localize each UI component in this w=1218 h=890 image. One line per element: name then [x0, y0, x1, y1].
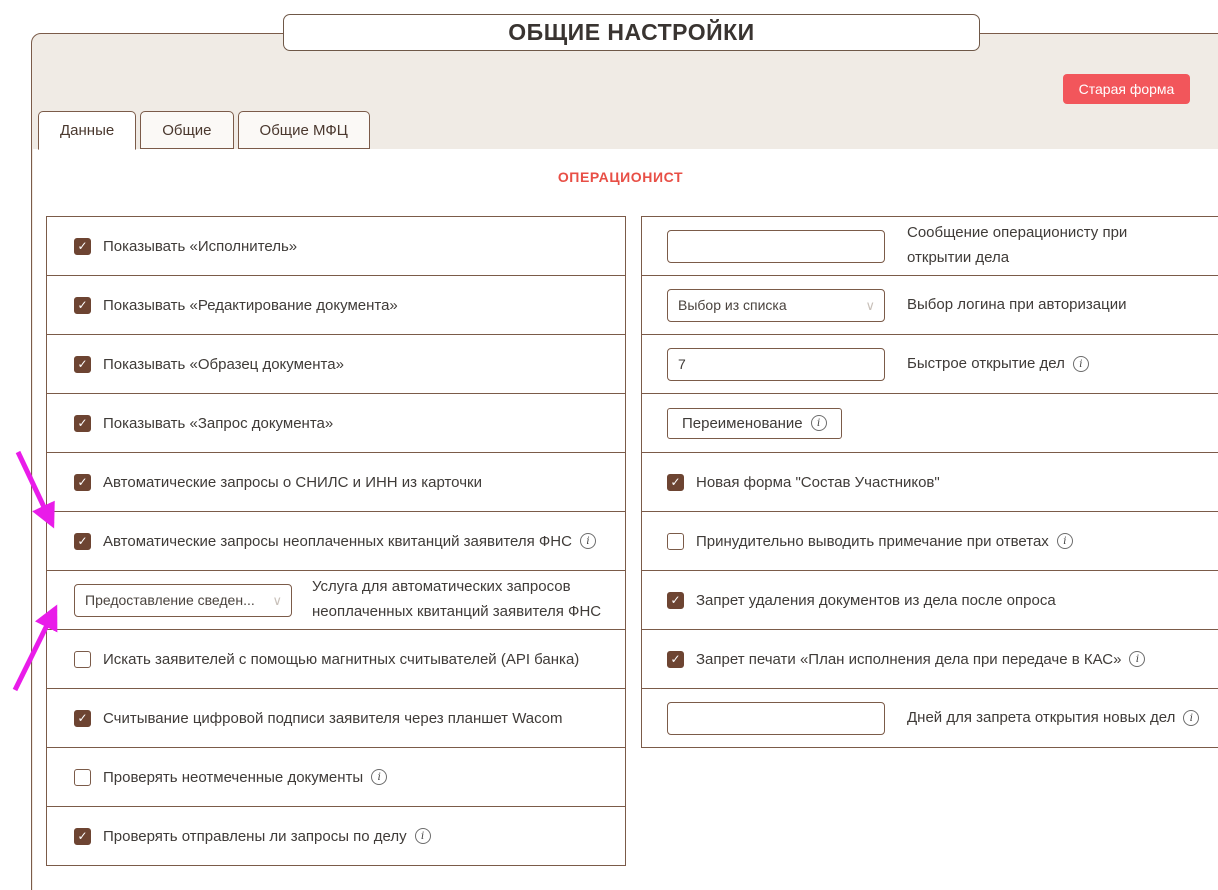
settings-row	[46, 688, 626, 748]
settings-row	[46, 806, 626, 866]
old-form-button[interactable]: Старая форма	[1063, 74, 1190, 104]
checkbox[interactable]: ✓	[667, 592, 684, 609]
checkbox[interactable]: ✓	[667, 651, 684, 668]
info-icon[interactable]: i	[415, 828, 431, 844]
tab-general-mfc[interactable]: Общие МФЦ	[238, 111, 370, 149]
fns-service-select[interactable]	[74, 584, 292, 617]
settings-panel	[31, 33, 1218, 890]
checkbox-label: Запрет удаления документов из дела после опроса	[696, 591, 1056, 609]
settings-row	[641, 393, 1218, 453]
checkbox-label: Считывание цифровой подписи заявителя через планшет Wacom	[103, 709, 563, 727]
checkbox-label: Проверять отправлены ли запросы по делу	[103, 827, 407, 845]
checkbox-label: Показывать «Образец документа»	[103, 355, 344, 373]
checkbox[interactable]: ✓	[74, 297, 91, 314]
info-icon[interactable]: i	[1183, 710, 1199, 726]
settings-row	[46, 393, 626, 453]
settings-row	[641, 511, 1218, 571]
section-heading: ОПЕРАЦИОНИСТ	[557, 169, 684, 185]
info-icon[interactable]: i	[1057, 533, 1073, 549]
field-label-wrap	[907, 293, 1126, 318]
checkbox[interactable]: ✓	[74, 828, 91, 845]
settings-row	[641, 629, 1218, 689]
button-label: Переименование	[682, 414, 803, 432]
checkbox[interactable]: ✓	[74, 533, 91, 550]
settings-row	[641, 688, 1218, 748]
settings-row	[46, 452, 626, 512]
rename-button[interactable]	[667, 408, 842, 439]
checkbox[interactable]: ✓	[74, 238, 91, 255]
tab-general[interactable]: Общие	[140, 111, 233, 149]
settings-row	[641, 570, 1218, 630]
checkbox-label: Искать заявителей с помощью магнитных считывателей (API банка)	[103, 650, 580, 668]
left-settings-column	[46, 216, 626, 866]
tab-bar	[38, 111, 370, 150]
settings-row	[641, 334, 1218, 394]
checkbox-label: Автоматические запросы неоплаченных квитанций заявителя ФНС	[103, 532, 572, 550]
checkbox[interactable]	[667, 533, 684, 550]
settings-row	[46, 511, 626, 571]
field-label: Дней для запрета открытия новых дел	[907, 708, 1176, 726]
checkbox[interactable]: ✓	[74, 415, 91, 432]
field-label: Выбор логина при авторизации	[907, 295, 1127, 313]
chevron-down-icon: ∨	[865, 297, 875, 313]
checkbox-label: Показывать «Редактирование документа»	[103, 296, 398, 314]
field-label-wrap	[312, 575, 625, 625]
field-label: Быстрое открытие дел	[907, 354, 1065, 372]
select-value: Предоставление сведен...	[85, 592, 255, 608]
checkbox-label: Запрет печати «План исполнения дела при передаче в КАС»	[696, 650, 1122, 668]
field-label-wrap	[907, 221, 1192, 271]
checkbox-label: Автоматические запросы о СНИЛС и ИНН из карточки	[103, 473, 482, 491]
settings-row	[46, 747, 626, 807]
field-label: Услуга для автоматических запросов неоплаченных квитанций заявителя ФНС	[312, 578, 602, 620]
field-label-wrap	[907, 352, 1089, 377]
checkbox[interactable]	[74, 769, 91, 786]
checkbox-label: Показывать «Исполнитель»	[103, 237, 298, 255]
tab-content	[33, 149, 1218, 890]
checkbox[interactable]: ✓	[667, 474, 684, 491]
operator-message-input[interactable]	[667, 230, 885, 263]
page-title: ОБЩИЕ НАСТРОЙКИ	[283, 14, 980, 51]
settings-row	[46, 275, 626, 335]
checkbox-label: Принудительно выводить примечание при ответах	[696, 532, 1049, 550]
info-icon[interactable]: i	[811, 415, 827, 431]
info-icon[interactable]: i	[1073, 356, 1089, 372]
quick-open-input[interactable]	[667, 348, 885, 381]
tab-data[interactable]: Данные	[38, 111, 136, 150]
checkbox[interactable]: ✓	[74, 356, 91, 373]
checkbox-label: Проверять неотмеченные документы	[103, 768, 364, 786]
checkbox-label: Показывать «Запрос документа»	[103, 414, 334, 432]
settings-row	[46, 570, 626, 630]
checkbox[interactable]: ✓	[74, 474, 91, 491]
settings-row	[641, 216, 1218, 276]
field-label-wrap	[907, 706, 1199, 731]
settings-row	[46, 334, 626, 394]
checkbox-label: Новая форма "Состав Участников"	[696, 473, 940, 491]
settings-row	[641, 275, 1218, 335]
info-icon[interactable]: i	[371, 769, 387, 785]
checkbox[interactable]	[74, 651, 91, 668]
settings-row	[641, 452, 1218, 512]
settings-row	[46, 216, 626, 276]
info-icon[interactable]: i	[1129, 651, 1145, 667]
right-settings-column	[641, 216, 1218, 748]
select-value: Выбор из списка	[678, 297, 787, 313]
info-icon[interactable]: i	[580, 533, 596, 549]
login-choice-select[interactable]	[667, 289, 885, 322]
field-label: Сообщение операционисту при открытии дела	[907, 224, 1128, 266]
deny-days-input[interactable]	[667, 702, 885, 735]
settings-row	[46, 629, 626, 689]
checkbox[interactable]: ✓	[74, 710, 91, 727]
chevron-down-icon: ∨	[272, 592, 282, 608]
